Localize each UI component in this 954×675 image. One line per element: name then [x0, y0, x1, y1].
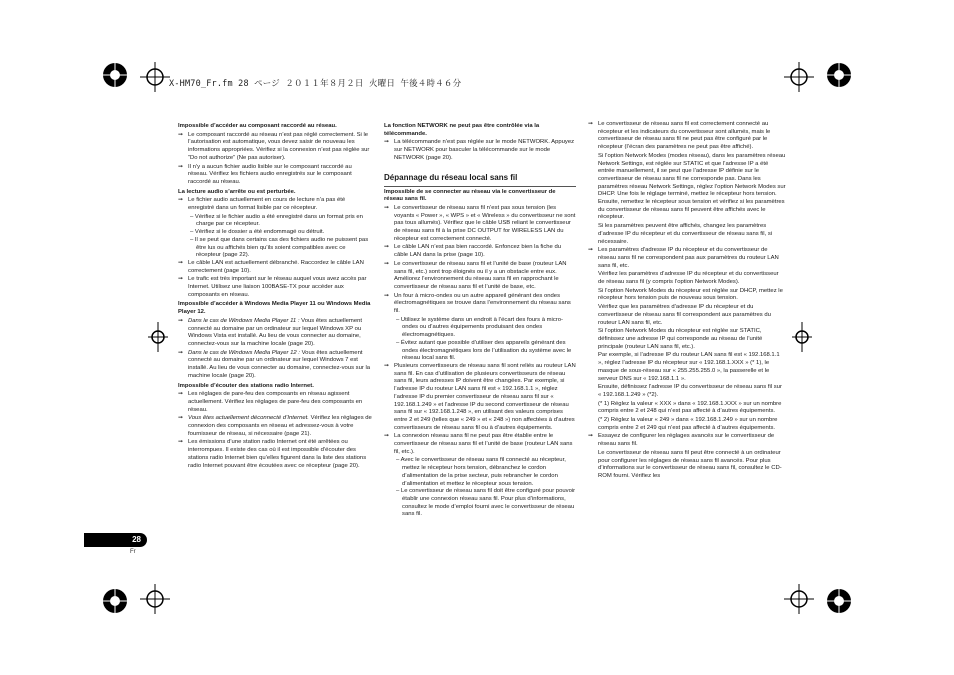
registration-mark-top-right: [824, 60, 854, 90]
bullet: ➞ Dans le cas de Windows Media Player 11 : Vous êtes actuellement connecté au domaine par un ordinateur sur lequel Windows XP ou Windows Vista est installé. Au lieu de vous connecter au domaine, connectez-vous sur la machine locale (page 20).: [178, 317, 363, 347]
paragraph: Vérifiez que les paramètres d’adresse IP du récepteur et du convertisseur de réseau sans fil correspondent aux paramètres du routeur LAN sans fil, etc.: [598, 304, 771, 326]
bullet: ➞ Les paramètres d’adresse IP du récepteur et du convertisseur de réseau sans fil ne correspondent pas aux paramètres du routeur LAN sans fil, etc.: [588, 247, 779, 269]
arrow-icon: ➞: [384, 362, 389, 369]
heading: Impossible d’accéder à Windows Media Player 11 ou Windows Media Player 12.: [178, 301, 371, 316]
sub-item: – Avec le convertisseur de réseau sans fil connecté au récepteur, mettez le récepteur hors tension, débranchez le cordon d’alimentation de la prise secteur, puis rebrancher le cordon d’alimentation et mettez le récepteur sous tension.: [396, 457, 566, 487]
arrow-icon: ➞: [384, 292, 389, 299]
page-number: 28: [84, 533, 147, 547]
paragraph: Le convertisseur de réseau sans fil peut être connecté à un ordinateur pour configurer les réglages de réseau sans fil avancés. Pour plus d’informations sur le convertisseur de réseau sans fil, consultez le CD-ROM fourni. Vérifiez les: [598, 449, 782, 479]
bullet: ➞ La connexion réseau sans fil ne peut pas être établie entre le convertisseur de réseau sans fil et l’unité de base (routeur LAN sans fil, etc.).: [384, 433, 573, 455]
arrow-icon: ➞: [178, 415, 183, 422]
arrow-icon: ➞: [178, 276, 183, 283]
column-1: [178, 121, 372, 471]
paragraph: Si l’option Network Modes du récepteur est réglée sur STATIC, définissez une adresse IP qui corresponde au réseau de l’unité principale (routeur LAN sans fil, etc.).: [598, 328, 763, 350]
page-language: Fr: [130, 549, 136, 555]
arrow-icon: ➞: [384, 433, 389, 440]
registration-mark-bottom-right: [824, 586, 854, 616]
heading: La fonction NETWORK ne peut pas être contrôlée via la télécommande.: [384, 123, 540, 137]
crosshair-mark-right-middle: [792, 322, 812, 352]
sub-item: – Vérifiez si le fichier audio a été enregistré dans un format pris en charge par ce récepteur.: [190, 213, 363, 228]
paragraph: Si l’option Network Modes du récepteur est réglée sur DHCP, mettez le récepteur hors tension puis de nouveau sous tension.: [598, 287, 783, 302]
paragraph: Vérifiez les paramètres d’adresse IP du récepteur et du convertisseur de réseau sans fil (y compris l’option Network Modes).: [598, 271, 779, 286]
heading: Impossible de se connecter au réseau via le convertisseur de réseau sans fil.: [384, 188, 556, 203]
column-2: [384, 121, 576, 519]
crosshair-mark-bottom-right: [784, 584, 814, 614]
arrow-icon: ➞: [178, 439, 183, 446]
sub-item: – Il se peut que dans certains cas des fichiers audio ne puissent pas être lus ou affichés bien qu’ils soient compatibles avec ce récepteur (page 22).: [190, 236, 369, 259]
crosshair-mark-top-right: [784, 62, 814, 92]
bullet: ➞ Le câble LAN n’est pas bien raccordé. Enfoncez bien la fiche du câble LAN dans la prise (page 10).: [384, 244, 562, 259]
sub-item: – Évitez autant que possible d’utiliser des appareils générant des ondes électromagnétiques lors de l’utilisation du système avec le réseau local sans fil.: [396, 339, 572, 362]
arrow-icon: ➞: [178, 349, 183, 356]
crosshair-mark-left-middle: [148, 322, 168, 352]
column-3: [588, 121, 786, 482]
paragraph: Ensuite, définissez l’adresse IP du convertisseur de réseau sans fil sur « 192.168.1.249 » (*2).: [598, 384, 782, 398]
crosshair-mark-top-left: [140, 62, 170, 92]
print-header: X-HM70_Fr.fm 28 ページ ２０１１年８月２日 火曜日 午後４時４６分: [169, 79, 462, 89]
heading: La lecture audio s’arrête ou est perturbée.: [178, 188, 296, 195]
sub-item: – Vérifiez si le dossier a été endommagé ou détruit.: [190, 229, 325, 236]
bullet: ➞ Un four à micro-ondes ou un autre appareil générant des ondes électromagnétiques se trouve dans l’environnement du réseau sans fil.: [384, 292, 571, 315]
arrow-icon: ➞: [384, 204, 389, 211]
bullet: ➞ Le convertisseur de réseau sans fil n’est pas sous tension (les voyants « Power », « WPS » et « Wireless » du convertisseur ne sont pas tous allumés). Vérifiez que le câble USB reliant le convertisseur de réseau sans fil à la prise DC OUTPUT for WIRELESS LAN du récepteur est correctement connecté.: [384, 204, 576, 242]
arrow-icon: ➞: [384, 139, 389, 146]
bullet: ➞ Essayez de configurer les réglages avancés sur le convertisseur de réseau sans fil.: [588, 433, 775, 448]
sub-item: – Le convertisseur de réseau sans fil doit être configuré pour pouvoir établir une connexion réseau sans fil. Pour plus d’informations, consultez le mode d’emploi fourni avec le convertisseur de réseau sans fil.: [396, 488, 576, 518]
heading: Impossible d’accéder au composant raccordé au réseau.: [178, 123, 337, 129]
bullet: ➞ Dans le cas de Windows Media Player 12 : Vous êtes actuellement connecté au domaine par un ordinateur sur lequel Windows 7 est installé. Au lieu de vous connecter au domaine, connectez-vous sur la machine locale (page 20).: [178, 349, 371, 379]
crosshair-mark-bottom-left: [140, 584, 170, 614]
bullet: ➞ La télécommande n’est pas réglée sur le mode NETWORK. Appuyez sur NETWORK pour basculer la télécommande sur le mode NETWORK (page 20).: [384, 139, 575, 161]
bullet: ➞ Le convertisseur de réseau sans fil et l’unité de base (routeur LAN sans fil, etc.) sont trop éloignés ou il y a un obstacle entre eux. Améliorez l’environnement du réseau sans fil en rapprochant le convertisseur de réseau sans fil et l’unité de base, etc.: [384, 260, 567, 290]
heading: Impossible d’écouter des stations radio Internet.: [178, 382, 314, 389]
bullet: ➞ Le câble LAN est actuellement débranché. Raccordez le câble LAN correctement (page 10).: [178, 259, 364, 274]
arrow-icon: ➞: [178, 197, 183, 204]
bullet: ➞ Le trafic est très important sur le réseau auquel vous avez accès par Internet. Utilisez une liaison 100BASE-TX pour accéder aux composants en réseau.: [178, 276, 367, 298]
arrow-icon: ➞: [178, 163, 183, 170]
paragraph: Si les paramètres peuvent être affichés, changez les paramètres d’adresse IP du récepteur et du convertisseur de réseau sans fil, si nécessaire.: [598, 223, 773, 245]
registration-mark-top-left: [100, 60, 130, 90]
arrow-icon: ➞: [178, 259, 183, 266]
paragraph: Par exemple, si l’adresse IP du routeur LAN sans fil est « 192.168.1.1 », réglez l’adresse IP du récepteur sur « 192.168.1.XXX » (* 1), le masque de sous-réseau sur « 255.255.255.0 », la passerelle et le serveur DNS sur « 192.168.1.1 ».: [598, 352, 780, 382]
arrow-icon: ➞: [384, 260, 389, 267]
section-title: Dépannage du réseau local sans fil: [384, 173, 576, 187]
bullet: ➞ Le composant raccordé au réseau n’est pas réglé correctement. Si le l’autorisation est automatique, vous devez saisir de nouveau les informations appropriées. Vérifiez si la connexion n’est pas réglée sur “Do not authorize” (Ne pas autoriser).: [178, 131, 370, 161]
paragraph: (* 1) Réglez la valeur « XXX » dans « 192.168.1.XXX » sur un nombre compris entre 2 et 248 qui n’est pas affecté à d’autres équipements.: [598, 400, 782, 415]
arrow-icon: ➞: [588, 433, 593, 440]
sub-item: – Utilisez le système dans un endroit à l’écart des fours à micro-ondes ou d’autres équipements produisant des ondes électromagnétiques.: [396, 316, 563, 339]
bullet: ➞ Le convertisseur de réseau sans fil est correctement connecté au récepteur et les indicateurs du convertisseur sont allumés, mais le convertisseur de réseau sans fil ne peut pas être configuré par le récepteur (l’écran des paramètres ne peut pas être affiché).: [588, 121, 771, 151]
arrow-icon: ➞: [178, 391, 183, 398]
arrow-icon: ➞: [588, 121, 593, 127]
arrow-icon: ➞: [178, 317, 183, 324]
arrow-icon: ➞: [384, 244, 389, 251]
bullet: ➞ Le fichier audio actuellement en cours de lecture n’a pas été enregistré dans un format lisible par ce récepteur.: [178, 197, 346, 212]
bullet: ➞ Les émissions d’une station radio Internet ont été arrêtées ou interrompues. Il existe des cas où il est impossible d’écouter des stations radio Internet bien qu’elles figurent dans la liste des stations radio Internet pouvant être écoutées avec ce récepteur (page 20).: [178, 439, 367, 469]
bullet: ➞ Vous êtes actuellement déconnecté d’Internet. Vérifiez les réglages de connexion des composants en réseau et adressez-vous à votre fournisseur de réseau, si nécessaire (page 21).: [178, 415, 372, 437]
bullet: ➞ Il n’y a aucun fichier audio lisible sur le composant raccordé au réseau. Vérifiez les fichiers audio enregistrés sur le composant raccordé au réseau.: [178, 163, 352, 185]
bullet: ➞ Les réglages de pare-feu des composants en réseau agissent actuellement. Vérifiez les réglages de pare-feu des composants en réseau.: [178, 391, 363, 413]
arrow-icon: ➞: [178, 131, 183, 138]
bullet: ➞ Plusieurs convertisseurs de réseau sans fil sont reliés au routeur LAN sans fil. En cas d’utilisation de plusieurs convertisseurs de réseau sans fil, leurs adresses IP doivent être changées. Par exemple, si l’adresse IP du routeur LAN sans fil est « 192.168.1.1 », réglez l’adresse IP du premier convertisseur de réseau sans fil sur « 192.168.1.249 » et l’adresse IP du second convertisseur de réseau sans fil sur « 192.168.1.248 », en utilisant des valeurs comprises entre 2 et 249 (telles que « 249 » et « 248 ») non affectées à d’autres convertisseurs de réseau sans fil ou à d’autres équipements.: [384, 362, 576, 431]
paragraph: Si l’option Network Modes (modes réseau), dans les paramètres réseau Network Settings, est réglée sur STATIC et que l’adresse IP a été entrée manuellement, il se peut que l’adresse IP définie sur le convertisseur de réseau sans fil ne corresponde pas. Dans les paramètres réseau Network Settings, réglez l’option Network Modes sur DHCP. Une fois le réglage terminé, mettez le récepteur hors tension. Ensuite, remettez le récepteur sous tension et vérifiez si les paramètres du convertisseur de réseau sans fil peuvent être affichés avec le récepteur.: [598, 152, 786, 221]
registration-mark-bottom-left: [100, 586, 130, 616]
arrow-icon: ➞: [588, 247, 593, 254]
paragraph: (* 2) Réglez la valeur « 249 » dans « 192.168.1.249 » sur un nombre compris entre 2 et 249 qui n’est pas affecté à d’autres équipements.: [598, 417, 778, 431]
